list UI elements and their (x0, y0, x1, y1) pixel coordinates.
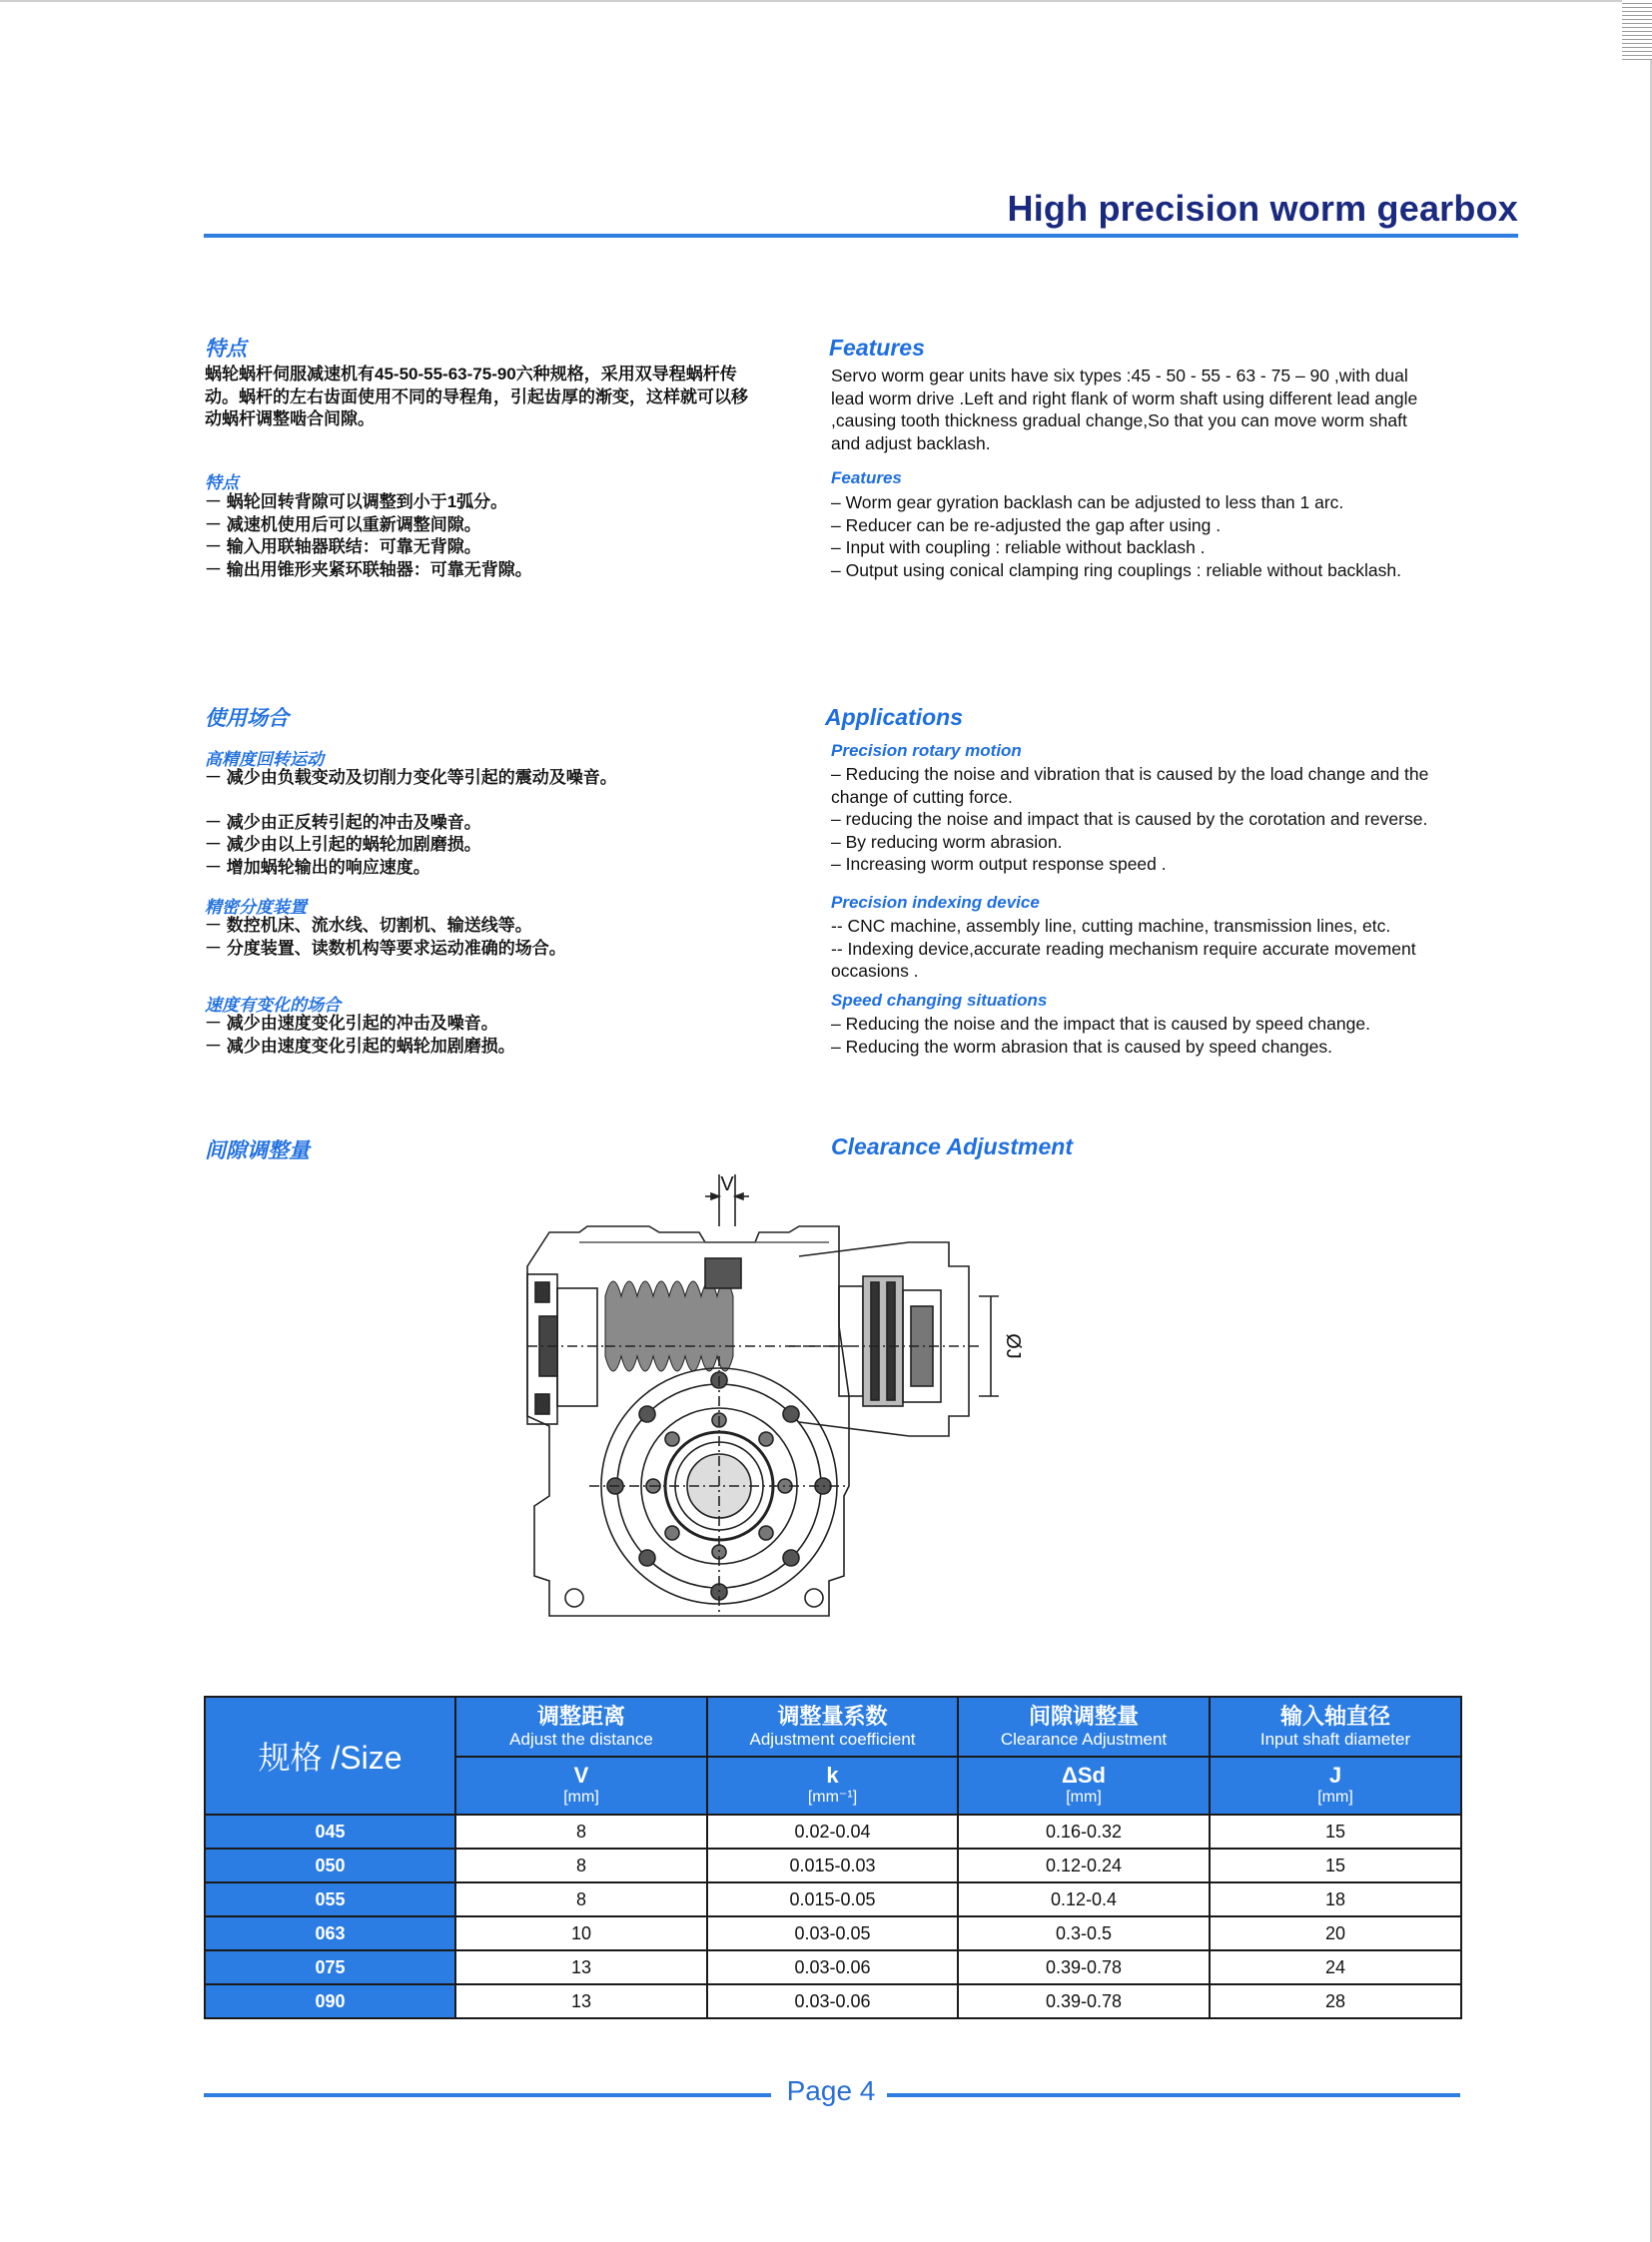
applications-cn-line (205, 790, 617, 812)
cell-delta-sd: 0.12-0.24 (958, 1849, 1210, 1882)
clearance-cn-heading: 间隙调整量 (205, 1139, 310, 1162)
features-en-intro (831, 365, 1417, 454)
applications-en-section-body (831, 915, 1416, 983)
applications-en-section-title: Speed changing situations (831, 991, 1048, 1010)
applications-cn-line: － 减少由正反转引起的冲击及噪音。 (205, 812, 481, 832)
column-unit: [mm] (563, 1789, 599, 1806)
page-border-top (0, 0, 1652, 2)
cell-v: 10 (455, 1916, 707, 1950)
features-cn-list (205, 491, 532, 581)
features-en-intro-line: Servo worm gear units have six types :45 - 50 - 55 - 63 - 75 – 90 ,with dual (831, 366, 1408, 385)
applications-en-line: – Reducing the noise and vibration that is caused by the load change and the (831, 764, 1429, 784)
applications-en-heading: Applications (825, 704, 964, 730)
row-size: 063 (205, 1916, 455, 1950)
features-cn-intro (205, 364, 748, 431)
features-en-subheading: Features (831, 468, 902, 487)
applications-cn-section-title: 精密分度装置 (205, 898, 307, 917)
cell-v: 13 (455, 1984, 707, 2018)
applications-cn-heading: 使用场合 (205, 707, 289, 730)
features-cn-item: － 减速机使用后可以重新调整间隙。 (205, 514, 481, 534)
column-symbol (958, 1757, 1210, 1815)
clearance-adjustment-table (204, 1696, 1462, 2019)
features-en-item: – Reducer can be re-adjusted the gap after using . (831, 514, 1222, 535)
corner-mark (1622, 0, 1652, 60)
column-unit: [mm] (1317, 1789, 1353, 1806)
table-row (205, 1950, 1461, 1984)
features-cn-item: － 输入用联轴器联结：可靠无背隙。 (205, 537, 481, 556)
row-size: 050 (205, 1849, 455, 1882)
column-symbol-text: V (573, 1763, 589, 1788)
cell-j: 18 (1210, 1882, 1461, 1916)
column-header-cn: 输入轴直径 (1279, 1704, 1390, 1729)
features-cn-item: － 输出用锥形夹紧环联轴器：可靠无背隙。 (205, 559, 532, 579)
applications-cn-section-body (205, 767, 617, 879)
size-header: 规格 /Size (205, 1697, 455, 1815)
features-cn-intro-line: 蜗轮蜗杆伺服减速机有45-50-55-63-75-90六种规格，采用双导程蜗杆传 (205, 365, 737, 383)
applications-cn-section-body (205, 915, 566, 960)
cell-delta-sd: 0.39-0.78 (958, 1984, 1210, 2018)
column-header-en: Adjustment coefficient (749, 1730, 916, 1749)
table-row (205, 1984, 1461, 2018)
column-symbol-text: k (826, 1763, 839, 1788)
cell-k: 0.03-0.06 (707, 1984, 958, 2018)
column-symbol-text: J (1328, 1763, 1342, 1788)
features-en-list (831, 491, 1401, 581)
table-row (205, 1882, 1461, 1916)
column-header-cn: 调整距离 (536, 1704, 625, 1729)
cell-k: 0.03-0.06 (707, 1950, 958, 1984)
column-header-en: Adjust the distance (509, 1730, 653, 1749)
cell-delta-sd: 0.3-0.5 (958, 1916, 1210, 1950)
dimension-label-j: ØJ (1002, 1333, 1024, 1359)
cell-k: 0.02-0.04 (707, 1815, 958, 1849)
cell-j: 15 (1210, 1815, 1461, 1849)
table-row (205, 1916, 1461, 1950)
page-number: Page 4 (786, 2075, 876, 2106)
applications-en-line: – Reducing the worm abrasion that is caused by speed changes. (831, 1036, 1332, 1057)
gearbox-cross-section-diagram (509, 1166, 1149, 1648)
applications-en-line: – Reducing the noise and the impact that is caused by speed change. (831, 1014, 1370, 1034)
column-symbol (1210, 1757, 1461, 1815)
column-unit: [mm⁻¹] (807, 1789, 858, 1806)
applications-en-line: change of cutting force. (831, 786, 1013, 807)
features-cn-heading: 特点 (205, 338, 247, 361)
clearance-en-heading: Clearance Adjustment (831, 1133, 1073, 1159)
applications-cn-line: － 增加蜗轮输出的响应速度。 (205, 857, 430, 877)
footer-rule-right (887, 2093, 1460, 2097)
applications-cn-section-title: 速度有变化的场合 (205, 996, 341, 1015)
cell-v: 13 (455, 1950, 707, 1984)
header-rule (204, 234, 1518, 238)
applications-cn-line: － 减少由以上引起的蜗轮加剧磨损。 (205, 835, 481, 854)
applications-en-line: – Increasing worm output response speed . (831, 854, 1167, 874)
applications-cn-line: － 数控机床、流水线、切割机、输送线等。 (205, 916, 532, 935)
features-en-intro-line: and adjust backlash. (831, 432, 991, 453)
features-en-item: – Worm gear gyration backlash can be adjusted to less than 1 arc. (831, 492, 1344, 512)
column-header (455, 1697, 707, 1757)
cell-k: 0.015-0.05 (707, 1882, 958, 1916)
features-en-intro-line: ,causing tooth thickness gradual change,So that you can move worm shaft (831, 410, 1407, 430)
cell-v: 8 (455, 1815, 707, 1849)
applications-cn-line: － 减少由速度变化引起的蜗轮加剧磨损。 (205, 1036, 515, 1056)
applications-en-line: -- Indexing device,accurate reading mechanism require accurate movement (831, 938, 1416, 959)
column-header (707, 1697, 958, 1757)
features-cn-subheading: 特点 (205, 473, 239, 492)
applications-cn-line: － 分度装置、读数机构等要求运动准确的场合。 (205, 938, 566, 958)
cell-delta-sd: 0.12-0.4 (958, 1882, 1210, 1916)
cell-j: 15 (1210, 1849, 1461, 1882)
column-symbol-text: ΔSd (1062, 1763, 1106, 1788)
column-header-en: Input shaft diameter (1259, 1730, 1411, 1749)
table-row (205, 1815, 1461, 1849)
features-en-item: – Input with coupling : reliable without backlash . (831, 537, 1206, 557)
applications-cn-section-title: 高精度回转运动 (205, 750, 324, 769)
features-en-item: – Output using conical clamping ring couplings : reliable without backlash. (831, 559, 1402, 580)
cell-k: 0.015-0.03 (707, 1849, 958, 1882)
features-en-intro-line: lead worm drive .Left and right flank of worm shaft using different lead angle (831, 387, 1418, 408)
applications-en-line: – By reducing worm abrasion. (831, 831, 1063, 852)
applications-en-section-title: Precision indexing device (831, 893, 1040, 912)
cell-v: 8 (455, 1849, 707, 1882)
applications-en-line: -- CNC machine, assembly line, cutting machine, transmission lines, etc. (831, 916, 1391, 936)
footer-rule-left (204, 2093, 771, 2097)
applications-en-line: occasions . (831, 961, 919, 981)
applications-en-section-title: Precision rotary motion (831, 741, 1022, 760)
applications-cn-line: － 减少由速度变化引起的冲击及噪音。 (205, 1014, 498, 1033)
column-header-cn: 间隙调整量 (1028, 1704, 1139, 1729)
cell-v: 8 (455, 1882, 707, 1916)
features-en-heading: Features (829, 335, 925, 361)
column-header (1210, 1697, 1461, 1757)
applications-en-section-body (831, 1013, 1370, 1058)
column-unit: [mm] (1066, 1789, 1102, 1806)
table-row (205, 1849, 1461, 1882)
features-cn-intro-line: 动蜗杆调整啮合间隙。 (205, 409, 375, 428)
cell-k: 0.03-0.05 (707, 1916, 958, 1950)
applications-en-section-body (831, 763, 1428, 876)
page-title: High precision worm gearbox (1007, 188, 1518, 229)
column-header-en: Clearance Adjustment (1000, 1730, 1168, 1749)
features-cn-item: － 蜗轮回转背隙可以调整到小于1弧分。 (205, 492, 508, 511)
cell-delta-sd: 0.16-0.32 (958, 1815, 1210, 1849)
features-cn-intro-line: 动。蜗杆的左右齿面使用不同的导程角，引起齿厚的渐变，这样就可以移 (205, 386, 748, 406)
cell-delta-sd: 0.39-0.78 (958, 1950, 1210, 1984)
column-symbol (455, 1757, 707, 1815)
column-symbol (707, 1757, 958, 1815)
row-size: 055 (205, 1882, 455, 1916)
cell-j: 24 (1210, 1950, 1461, 1984)
cell-j: 28 (1210, 1984, 1461, 2018)
column-header (958, 1697, 1210, 1757)
dimension-label-v: V (720, 1173, 734, 1195)
applications-cn-line: － 减少由负载变动及切削力变化等引起的震动及噪音。 (205, 768, 617, 787)
applications-en-line: – reducing the noise and impact that is caused by the corotation and reverse. (831, 809, 1428, 829)
row-size: 090 (205, 1984, 455, 2018)
column-header-cn: 调整量系数 (777, 1704, 888, 1729)
applications-cn-section-body (205, 1013, 515, 1058)
cell-j: 20 (1210, 1916, 1461, 1950)
row-size: 075 (205, 1950, 455, 1984)
row-size: 045 (205, 1815, 455, 1849)
